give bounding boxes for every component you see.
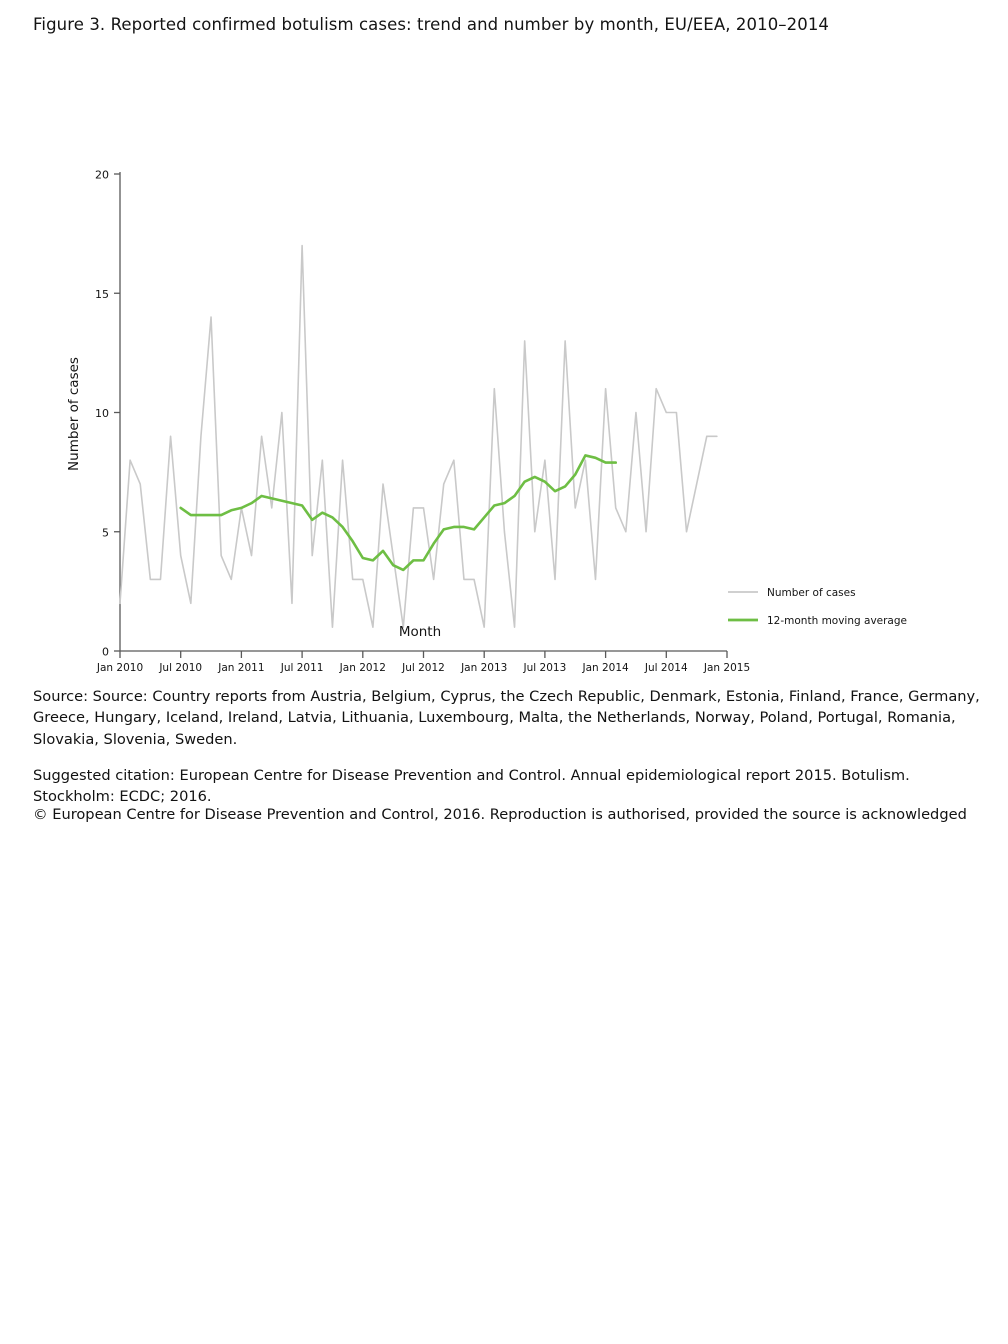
y-axis-tick-label: 5 [102,526,109,540]
y-axis-tick-label: 15 [95,287,109,301]
y-axis-tick-label: 0 [102,645,109,659]
legend-label: 12-month moving average [767,615,907,627]
legend-label: Number of cases [767,587,856,599]
page-title: Figure 3. Reported confirmed botulism cases: trend and number by month, EU/EEA, 2010–2014 [33,15,830,34]
y-axis-tick-label: 10 [95,407,109,420]
x-axis-tick-label: Jul 2014 [644,662,688,674]
x-axis-tick-label: Jul 2011 [280,662,324,674]
x-axis-tick-label: Jan 2015 [703,662,751,674]
source-note: Source: Source: Country reports from Austria, Belgium, Cyprus, the Czech Republic, Denmark, Estonia, Finland, France, Germany, Greece, Hungary, Iceland, Ireland, Latvia, Lithuania, Luxembourg, Malta, the Netherlands, Norway, Poland, Portugal, Romania, Slovakia, Slovenia, Sweden. [33,688,980,748]
y-axis-title: Number of cases [66,357,82,471]
botulism-trend-chart [0,78,1008,674]
x-axis-tick-label: Jul 2010 [159,662,203,674]
suggested-citation: Suggested citation: European Centre for Disease Prevention and Control. Annual epidemiological report 2015. Botulism. Stockholm: ECDC; 2016. [33,767,910,806]
x-axis-tick-label: Jan 2010 [96,662,144,674]
x-axis-tick-label: Jan 2012 [339,662,386,674]
x-axis-tick-label: Jan 2011 [218,662,265,674]
y-axis [95,169,120,659]
series-12-month-moving-average [181,455,616,569]
x-axis-tick-label: Jul 2013 [523,662,567,674]
x-axis-title: Month [398,624,442,640]
x-axis [96,651,750,674]
y-axis-tick-label: 20 [95,168,109,182]
series-number-of-cases [120,246,717,628]
x-axis-tick-label: Jul 2012 [402,662,445,674]
x-axis-tick-label: Jan 2013 [461,662,508,674]
chart-container [0,78,1008,674]
x-axis-tick-label: Jan 2014 [582,662,629,674]
chart-legend [728,587,907,627]
copyright-note: © European Centre for Disease Prevention and Control, 2016. Reproduction is authorised, provided the source is acknowledged [33,806,967,823]
